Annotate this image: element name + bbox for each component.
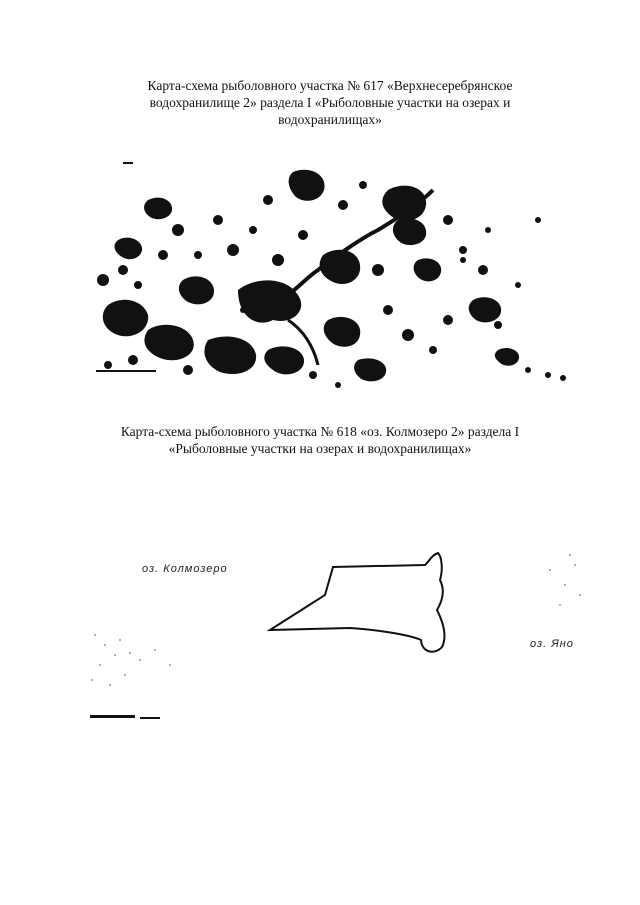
lake-label-yano: оз. Яно: [530, 638, 574, 650]
map-618-scale-bar: [90, 715, 160, 719]
lake-label-kolmozero: оз. Колмозеро: [142, 563, 228, 575]
map-617-image: [88, 160, 578, 390]
map-617-lakes: [96, 162, 566, 388]
fishing-area-618-boundary: [270, 553, 445, 652]
map-617-title: Карта-схема рыболовного участка № 617 «Верхнесеребрянское водохранилище 2» раздела I «Рыболовные участки на озерах и водохранилищах»: [147, 78, 513, 127]
map-618-title: Карта-схема рыболовного участка № 618 «оз. Колмозеро 2» раздела I «Рыболовные участки на озерах и водохранилищах»: [120, 424, 520, 456]
